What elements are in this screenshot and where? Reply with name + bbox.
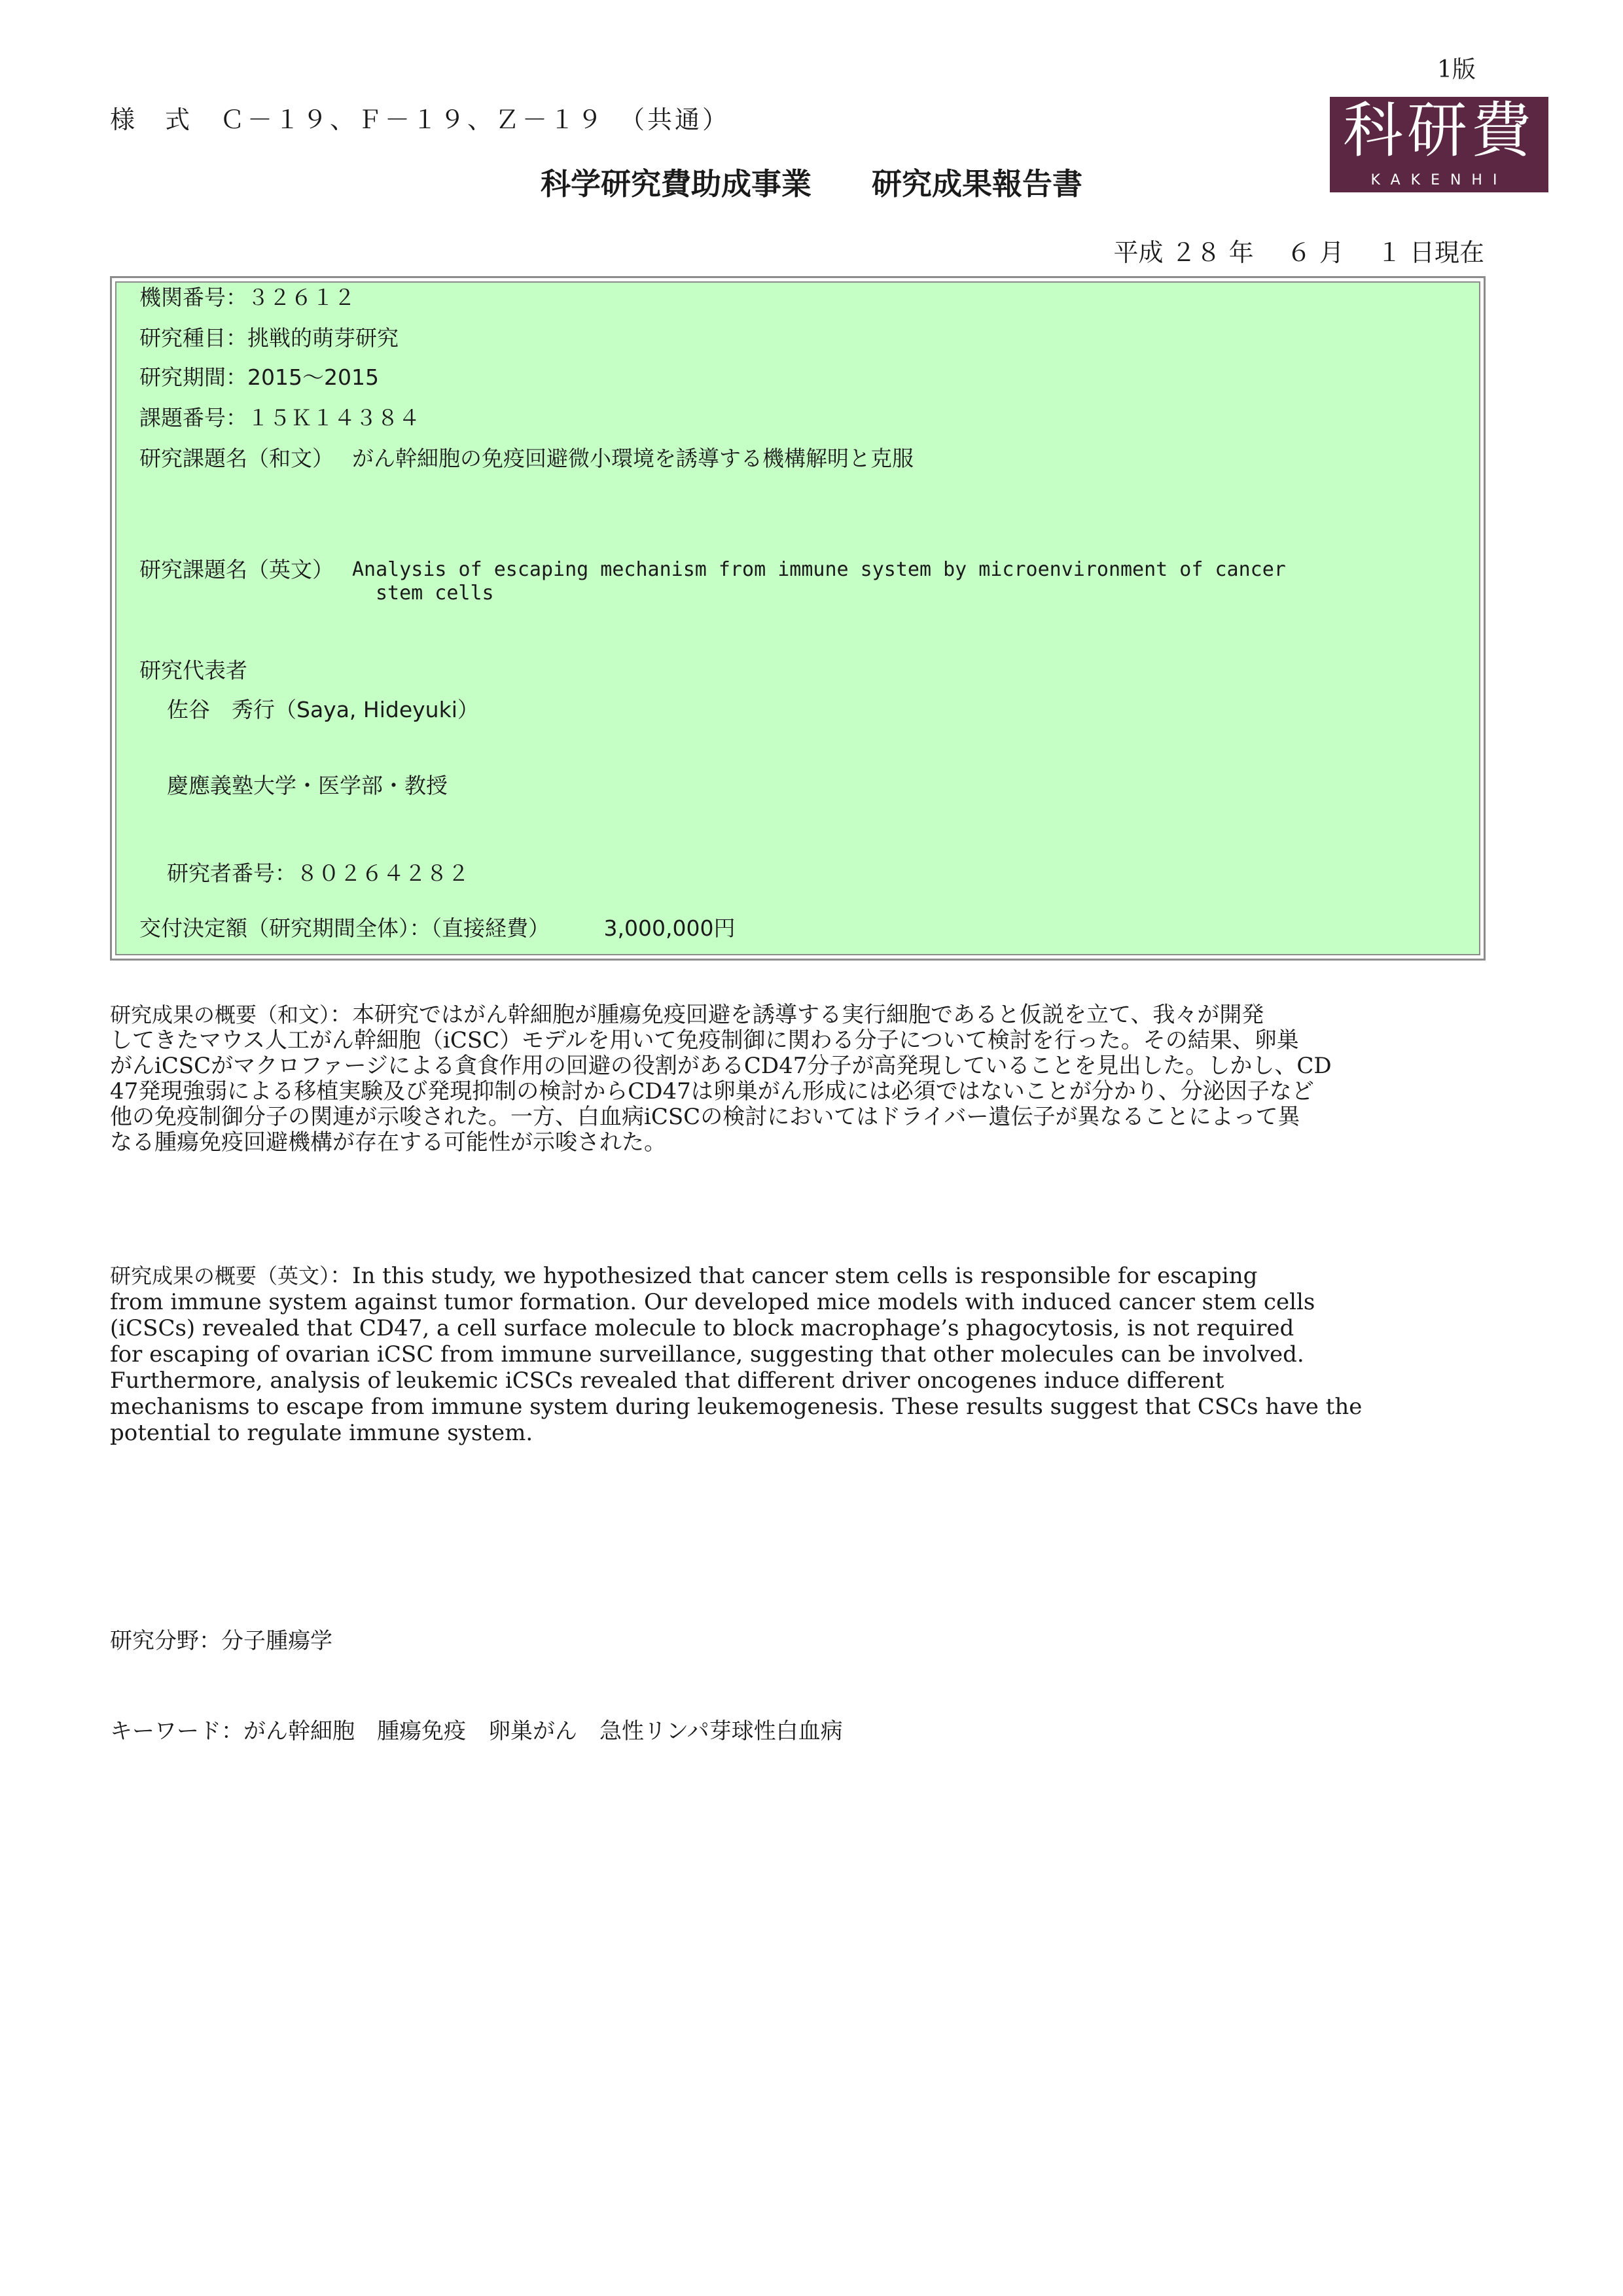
representative-affiliation: 慶應義塾大学・医学部・教授 (167, 773, 448, 798)
summary-en-line: Furthermore, analysis of leukemic iCSCs revealed that different driver oncogenes induce different (110, 1368, 1224, 1394)
representative-name: 佐谷 秀行（Saya, Hideyuki） (167, 697, 479, 722)
logo-kanji: 科研費 (1342, 96, 1535, 166)
version-label: 1版 (1437, 56, 1476, 83)
title-ja-label: 研究課題名（和文） (139, 446, 334, 471)
title-en-line-1: Analysis of escaping mechanism from immune system by microenvironment of cancer (352, 558, 1286, 581)
summary-ja-line: 47発現強弱による移植実験及び発現抑制の検討からCD47は卵巣がん形成には必須ではないことが分かり、分泌因子など (110, 1078, 1314, 1104)
report-date: 平成 ２８ 年 ６ 月 １ 日現在 (1113, 238, 1484, 267)
keywords: キーワード：がん幹細胞 腫瘍免疫 卵巣がん 急性リンパ芽球性白血病 (110, 1718, 843, 1744)
research-field: 研究分野：分子腫瘍学 (110, 1628, 332, 1654)
research-period: 研究期間：2015～2015 (139, 364, 379, 390)
grant-amount: 交付決定額（研究期間全体）：（直接経費） 3,000,000円 (139, 915, 736, 941)
page-title: 科学研究費助成事業 研究成果報告書 (541, 166, 1082, 202)
summary-en-line: (iCSCs) revealed that CD47, a cell surface molecule to block macrophage’s phagocytosis, is not required (110, 1315, 1294, 1341)
summary-ja-line: ：本研究ではがん幹細胞が腫瘍免疫回避を誘導する実行細胞であると仮説を立て、我々が開発 (330, 1002, 1264, 1028)
summary-ja-line: がんiCSCがマクロファージによる貪食作用の回避の役割があるCD47分子が高発現していることを見出した。しかし、CD (110, 1053, 1332, 1079)
title-ja: がん幹細胞の免疫回避微小環境を誘導する機構解明と克服 (352, 446, 914, 471)
summary-ja-line: してきたマウス人工がん幹細胞（iCSC）モデルを用いて免疫制御に関わる分子について検討を行った。その結果、卵巣 (110, 1027, 1299, 1053)
summary-ja-line: 他の免疫制御分子の関連が示唆された。一方、白血病iCSCの検討においてはドライバー遺伝子が異なることによって異 (110, 1104, 1300, 1130)
researcher-number: 研究者番号：８０２６４２８２ (167, 860, 469, 886)
project-number: 課題番号：１５Ｋ１４３８４ (139, 405, 420, 431)
kakenhi-logo (1330, 97, 1548, 192)
summary-en-line: potential to regulate immune system. (110, 1420, 533, 1446)
form-label: 様 式 Ｃ－１９、Ｆ－１９、Ｚ－１９ （共通） (110, 105, 730, 134)
summary-en (110, 1263, 1491, 1446)
logo-roman: KAKENHI (1370, 172, 1508, 188)
summary-en-line: ：In this study, we hypothesized that cancer stem cells is responsible for escaping (330, 1263, 1258, 1289)
representative-label: 研究代表者 (139, 658, 247, 683)
summary-ja (110, 1002, 1491, 1156)
research-category: 研究種目：挑戦的萌芽研究 (139, 325, 399, 351)
summary-en-line: for escaping of ovarian iCSC from immune surveillance, suggesting that other molecules can be involved. (110, 1341, 1304, 1368)
summary-ja-label: 研究成果の概要（和文） (110, 1002, 330, 1027)
title-en-line-2: stem cells (376, 582, 494, 605)
project-info-box (110, 276, 1486, 961)
summary-en-line: mechanisms to escape from immune system during leukemogenesis. These results suggest that CSCs have the (110, 1394, 1363, 1420)
summary-en-label: 研究成果の概要（英文） (110, 1263, 330, 1288)
title-en-label: 研究課題名（英文） (139, 557, 334, 582)
summary-ja-line: なる腫瘍免疫回避機構が存在する可能性が示唆された。 (110, 1129, 666, 1156)
institution-number: 機関番号：３２６１２ (139, 285, 355, 310)
summary-en-line: from immune system against tumor formation. Our developed mice models with induced cancer stem cells (110, 1289, 1315, 1315)
